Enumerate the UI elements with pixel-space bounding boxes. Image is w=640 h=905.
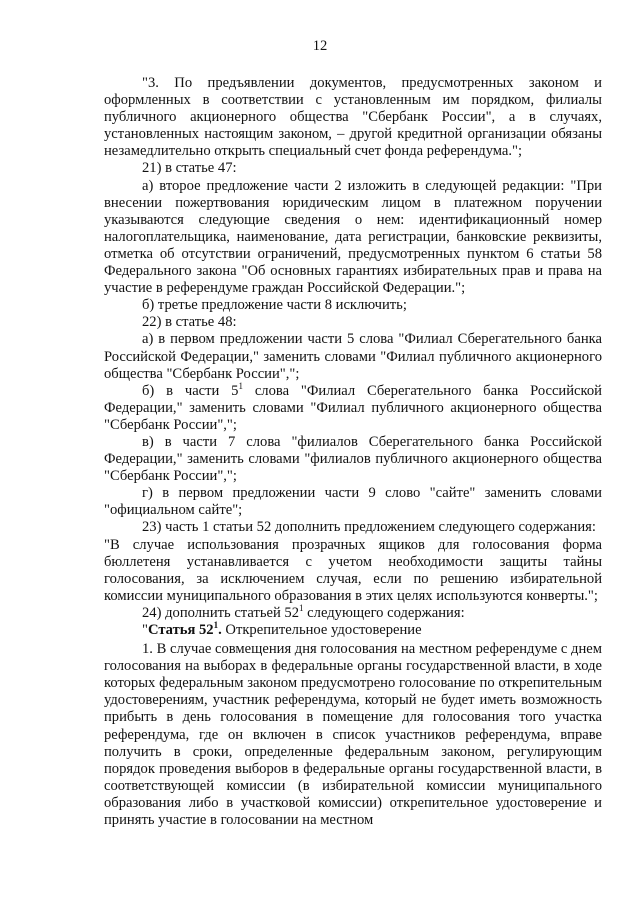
paragraph-item-22b [104,380,602,434]
article-heading [104,622,602,639]
paragraph-item-21: 21) в статье 47: [142,160,237,177]
page-number: 12 [312,38,328,54]
paragraph-item-23: 23) часть 1 статьи 52 дополнить предложением следующего содержания: [142,519,596,536]
article-heading-title: Открепительное удостоверение [221,622,422,638]
document-body [104,75,602,829]
paragraph-item-22b-text-end: слова "Филиал Сберегательного банка Российской Федерации," заменить словами "Филиал публичного акционерного общества "Сбербанк России","; [104,382,602,433]
paragraph-item-22b-text-start: б) в части 5 [142,382,239,399]
paragraph-item-22a: а) в первом предложении части 5 слова "Филиал Сберегательного банка Российской Федерации," заменить словами "Филиал публичного акционерного общества "Сбербанк России","; [104,331,602,382]
article-heading-dot: . [218,622,222,638]
paragraph-clause-3: "3. По предъявлении документов, предусмотренных законом и оформленных в соответствии с установленным им порядком, филиалы публичного акционерного общества "Сбербанк России", а в случаях, установленных настоящим законом, – другой кредитной организации обязаны незамедлительно открыть специальный счет фонда референдума."; [104,75,602,160]
superscript-index: 1 [238,380,243,391]
article-heading-quote: " [142,622,148,638]
article-heading-number: Статья 52 [147,622,214,638]
superscript-index: 1 [299,603,304,614]
paragraph-item-24 [104,605,602,622]
paragraph-item-21a: а) второе предложение части 2 изложить в следующей редакции: "При внесении пожертвования юридическим лицом в платежном поручении указываются следующие сведения о нем: идентификационный номер налогоплательщика, наименование, дата регистрации, банковские реквизиты, отметка об отсутствии ограничений, предусмотренных пунктом 6 статьи 58 Федерального закона "Об основных гарантиях избирательных прав и права на участие в референдуме граждан Российской Федерации."; [104,177,602,297]
paragraph-item-22c: в) в части 7 слова "филиалов Сберегательного банка Российской Федерации," заменить словами "филиалов публичного акционерного общества "Сбербанк России","; [104,433,602,485]
paragraph-quoted-sentence: "В случае использования прозрачных ящиков для голосования форма бюллетеня устанавливается с учетом необходимости защиты тайны голосования, за исключением случая, если по решению избирательной комиссии муниципального образования в этих целях используются конверты."; [104,536,602,604]
paragraph-item-22: 22) в статье 48: [142,314,237,331]
paragraph-item-22d: г) в первом предложении части 9 слово "сайте" заменить словами "официальном сайте"; [104,485,602,519]
superscript-index: 1 [213,620,219,631]
paragraph-item-24-text-start: 24) дополнить статьей 52 [142,604,300,621]
paragraph-item-24-text-end: следующего содержания: [303,604,465,621]
paragraph-item-21b: б) третье предложение части 8 исключить; [142,297,407,314]
paragraph-article-clause-1: 1. В случае совмещения дня голосования на местном референдуме с днем голосования на выборах в федеральные органы государственной власти, в ходе которых федеральным законом предусмотрено голосование по открепительным удостоверениям, участник референдума, который не будет иметь возможность прибыть в день голосования в помещение для голосования того участка референдума, где он включен в список участников референдума, вправе получить в сроки, определенные федеральным законом, регулирующим порядок проведения выборов в федеральные органы государственной власти, в соответствующей комиссии (в избирательной комиссии муниципального образования либо в участковой комиссии) открепительное удостоверение и принять участие в голосовании на местном [104,641,603,829]
